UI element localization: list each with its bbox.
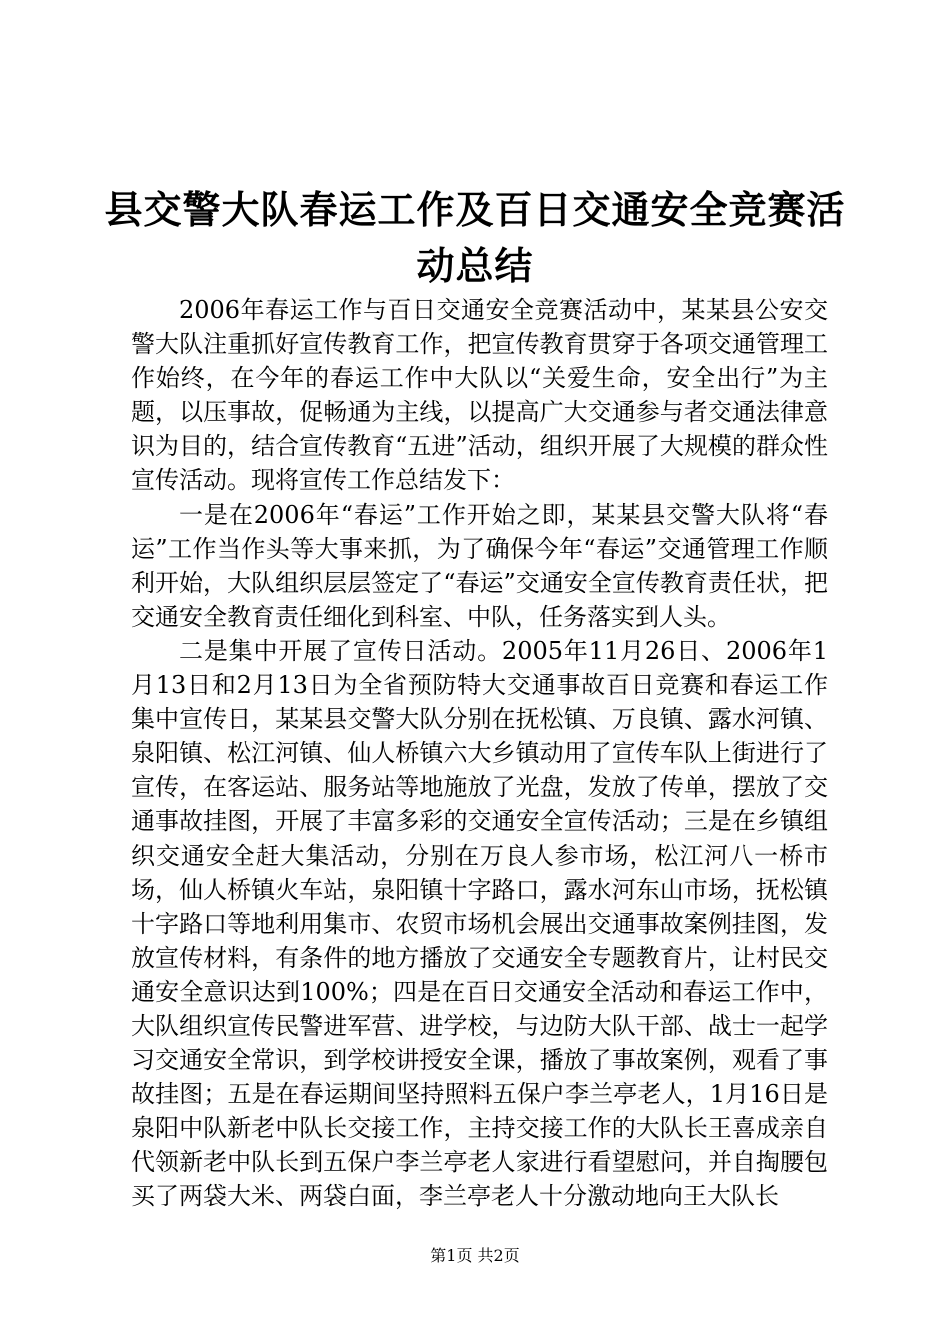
paragraph-intro: 2006年春运工作与百日交通安全竞赛活动中，某某县公安交警大队注重抓好宣传教育工作，把宣传教育贯穿于各项交通管理工作始终，在今年的春运工作中大队以“关爱生命，安全出行”为主题，以压事故，促畅通为主线，以提高广大交通参与者交通法律意识为目的，结合宣传教育“五进”活动，组织开展了大规模的群众性宣传活动。现将宣传工作总结发下： (131, 296, 828, 495)
document-title: 县交警大队春运工作及百日交通安全竞赛活动总结 (104, 188, 846, 288)
paragraph-one: 一是在2006年“春运”工作开始之即，某某县交警大队将“春运”工作当作头等大事来抓，为了确保今年“春运”交通管理工作顺利开始，大队组织层层签定了“春运”交通安全宣传教育责任状，把交通安全教育责任细化到科室、中队，任务落实到人头。 (131, 500, 828, 631)
document-body (131, 293, 828, 1214)
page-footer: 第1页 共2页 (430, 1246, 520, 1265)
paragraph-two: 二是集中开展了宣传日活动。2005年11月26日、2006年1月13日和2月13日为全省预防特大交通事故百日竞赛和春运工作集中宣传日，某某县交警大队分别在抚松镇、万良镇、露水河镇、泉阳镇、松江河镇、仙人桥镇六大乡镇动用了宣传车队上街进行了宣传，在客运站、服务站等地施放了光盘，发放了传单，摆放了交通事故挂图，开展了丰富多彩的交通安全宣传活动；三是在乡镇组织交通安全赶大集活动，分别在万良人参市场，松江河八一桥市场，仙人桥镇火车站，泉阳镇十字路口，露水河东山市场，抚松镇十字路口等地利用集市、农贸市场机会展出交通事故案例挂图，发放宣传材料，有条件的地方播放了交通安全专题教育片，让村民交通安全意识达到100%；四是在百日交通安全活动和春运工作中，大队组织宣传民警进军营、进学校，与边防大队干部、战士一起学习交通安全常识，到学校讲授安全课，播放了事故案例，观看了事故挂图；五是在春运期间坚持照料五保户李兰亭老人，1月16日是泉阳中队新老中队长交接工作，主持交接工作的大队长王喜成亲自代领新老中队长到五保户李兰亭老人家进行看望慰问，并自掏腰包买了两袋大米、两袋白面，李兰亭老人十分激动地向王大队长 (131, 636, 828, 1211)
